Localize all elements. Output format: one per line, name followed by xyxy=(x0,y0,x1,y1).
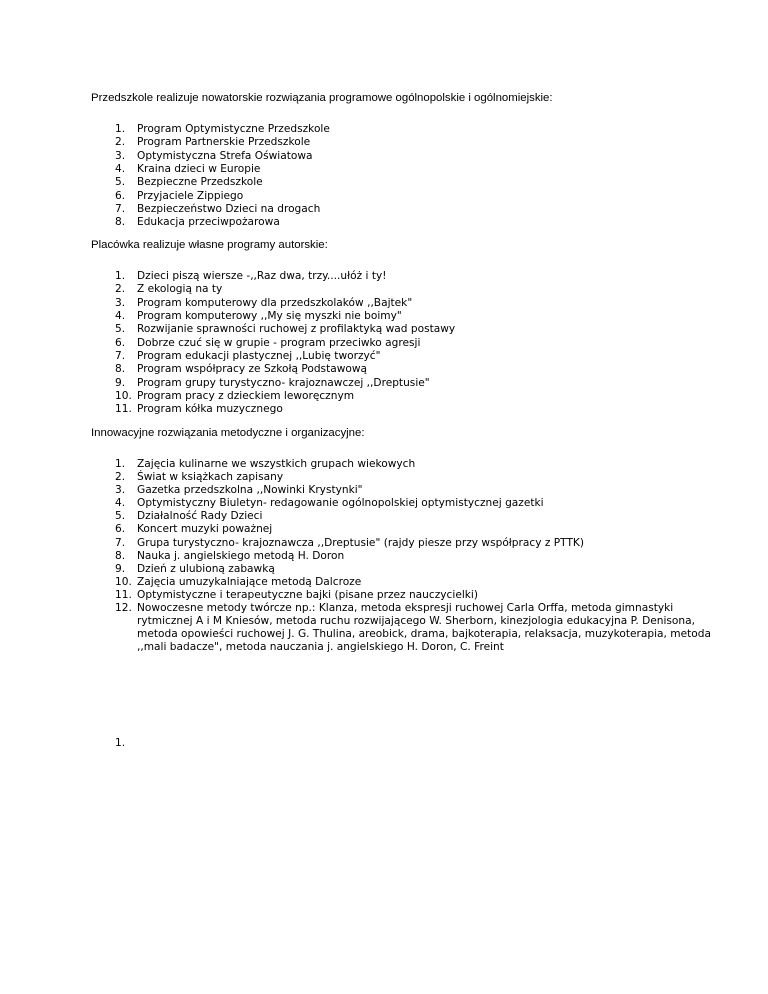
list-item xyxy=(91,190,711,203)
list-item-text: Program pracy z dzieckiem leworęcznym xyxy=(137,390,355,403)
list-item-number: 2. xyxy=(115,471,126,484)
list-author-programs xyxy=(91,270,711,417)
list-item xyxy=(91,297,711,310)
list-item-text: Bezpieczne Przedszkole xyxy=(137,176,263,189)
list-item xyxy=(91,176,711,189)
list-item-text: Program edukacji plastycznej ,,Lubię tworzyć" xyxy=(137,350,381,363)
list-item xyxy=(91,337,711,350)
list-item-number: 3. xyxy=(115,484,126,497)
list-item xyxy=(91,350,711,363)
list-item xyxy=(91,510,711,523)
list-item-text: Zajęcia kulinarne we wszystkich grupach wiekowych xyxy=(137,458,416,470)
list-item-number: 1. xyxy=(115,123,126,135)
list-item-number: 5. xyxy=(115,176,126,189)
list-item xyxy=(91,390,711,403)
section-heading-programs: Przedszkole realizuje nowatorskie rozwiązania programowe ogólnopolskie i ogólnomiejskie: xyxy=(91,92,553,104)
list-item-text: Działalność Rady Dzieci xyxy=(137,510,263,523)
list-item xyxy=(91,270,711,283)
list-item-number: 8. xyxy=(115,363,126,376)
list-item-text: Optymistyczny Biuletyn- redagowanie ogólnopolskiej optymistycznej gazetki xyxy=(137,497,544,510)
list-item-number: 11. xyxy=(115,588,132,601)
list-national-programs xyxy=(91,123,711,230)
list-item xyxy=(91,537,711,550)
list-item-text: Program kółka muzycznego xyxy=(137,403,283,416)
list-empty-trailing xyxy=(91,737,711,750)
list-item xyxy=(91,403,711,416)
list-item-number: 10. xyxy=(115,390,132,403)
list-item-number: 2. xyxy=(115,283,126,296)
list-item-number: 7. xyxy=(115,203,126,216)
list-item-number: 1. xyxy=(115,270,126,282)
list-item-text: Z ekologią na ty xyxy=(137,283,223,296)
list-item-number: 12. xyxy=(115,602,132,615)
list-item xyxy=(91,550,711,563)
list-item-text: Bezpieczeństwo Dzieci na drogach xyxy=(137,203,321,216)
list-item-text: Nowoczesne metody twórcze np.: Klanza, metoda ekspresji ruchowej Carla Orffa, metoda gimnastyki rytmicznej A i M Kniesów, metoda ruchu rozwijającego W. Sherborn, kinezjologia edukacyjna P. Denisona, metoda opowieści ruchowej J. G. Thulina, areobick, drama, bajkoterapia, relaksacja, muzykoterapia, metoda ,,mali badacze", metoda nauczania j. angielskiego H. Doron, C. Freint xyxy=(137,602,711,654)
list-item-number: 9. xyxy=(115,562,126,575)
list-item-text: Program współpracy ze Szkołą Podstawową xyxy=(137,363,368,376)
list-item xyxy=(91,203,711,216)
list-item xyxy=(91,458,711,471)
list-item-number: 5. xyxy=(115,510,126,523)
list-item-text: Rozwijanie sprawności ruchowej z profilaktyką wad postawy xyxy=(137,323,456,336)
list-item-text: Optymistyczne i terapeutyczne bajki (pisane przez nauczycielki) xyxy=(137,588,478,601)
section-heading-innovations: Innowacyjne rozwiązania metodyczne i organizacyjne: xyxy=(91,427,365,439)
list-item xyxy=(91,363,711,376)
list-item-text: Zajęcia umuzykalniające metodą Dalcroze xyxy=(137,575,362,588)
list-item-text: Kraina dzieci w Europie xyxy=(137,163,261,176)
list-item-number: 8. xyxy=(115,216,126,229)
list-item-text: Program Optymistyczne Przedszkole xyxy=(137,123,330,135)
list-item-number: 3. xyxy=(115,149,126,162)
list-item-text: Program komputerowy ,,My się myszki nie boimy" xyxy=(137,310,402,323)
list-item-text: Grupa turystyczno- krajoznawcza ,,Dreptusie" (rajdy piesze przy współpracy z PTTK) xyxy=(137,536,584,549)
list-item-text: Dzieci piszą wiersze -,,Raz dwa, trzy....ułóż i ty! xyxy=(137,270,387,282)
list-item-text: Przyjaciele Zippiego xyxy=(137,189,244,202)
list-innovations xyxy=(91,458,711,654)
list-item-number: 1. xyxy=(115,737,126,749)
list-item xyxy=(91,471,711,484)
section-heading-author-programs: Placówka realizuje własne programy autorskie: xyxy=(91,239,328,251)
list-item xyxy=(91,283,711,296)
list-item-text: Nauka j. angielskiego metodą H. Doron xyxy=(137,549,345,562)
list-item-text: Program komputerowy dla przedszkolaków ,,Bajtek" xyxy=(137,296,413,309)
list-item xyxy=(91,310,711,323)
list-item xyxy=(91,737,711,750)
list-item-number: 3. xyxy=(115,296,126,309)
list-item-text xyxy=(137,737,711,750)
list-item-text: Świat w książkach zapisany xyxy=(137,471,284,484)
list-item xyxy=(91,497,711,510)
list-item-text: Gazetka przedszkolna ,,Nowinki Krystynki" xyxy=(137,484,363,497)
list-item xyxy=(91,377,711,390)
list-item-number: 2. xyxy=(115,136,126,149)
list-item xyxy=(91,163,711,176)
list-item xyxy=(91,523,711,536)
list-item-number: 11. xyxy=(115,403,132,416)
list-item-number: 8. xyxy=(115,549,126,562)
list-item-number: 7. xyxy=(115,350,126,363)
list-item-number: 10. xyxy=(115,575,132,588)
list-item-number: 6. xyxy=(115,189,126,202)
list-item-number: 6. xyxy=(115,523,126,536)
list-item xyxy=(91,123,711,136)
list-item-text: Program grupy turystyczno- krajoznawczej ,,Dreptusie" xyxy=(137,376,430,389)
list-item-text: Dzień z ulubioną zabawką xyxy=(137,562,275,575)
list-item xyxy=(91,136,711,149)
list-item xyxy=(91,563,711,576)
list-item-number: 9. xyxy=(115,376,126,389)
list-item-number: 4. xyxy=(115,497,126,510)
list-item-text: Koncert muzyki poważnej xyxy=(137,523,273,536)
list-item-number: 7. xyxy=(115,536,126,549)
list-item-text: Edukacja przeciwpożarowa xyxy=(137,216,280,229)
list-item xyxy=(91,589,711,602)
list-item-text: Dobrze czuć się w grupie - program przeciwko agresji xyxy=(137,336,421,349)
list-item-text: Optymistyczna Strefa Oświatowa xyxy=(137,149,313,162)
list-item xyxy=(91,150,711,163)
list-item-number: 5. xyxy=(115,323,126,336)
list-item-text: Program Partnerskie Przedszkole xyxy=(137,136,311,149)
list-item-number: 4. xyxy=(115,163,126,176)
list-item xyxy=(91,484,711,497)
list-item xyxy=(91,323,711,336)
list-item xyxy=(91,216,711,229)
list-item xyxy=(91,576,711,589)
list-item-number: 1. xyxy=(115,458,126,470)
list-item-number: 6. xyxy=(115,336,126,349)
list-item-number: 4. xyxy=(115,310,126,323)
list-item xyxy=(91,602,711,654)
